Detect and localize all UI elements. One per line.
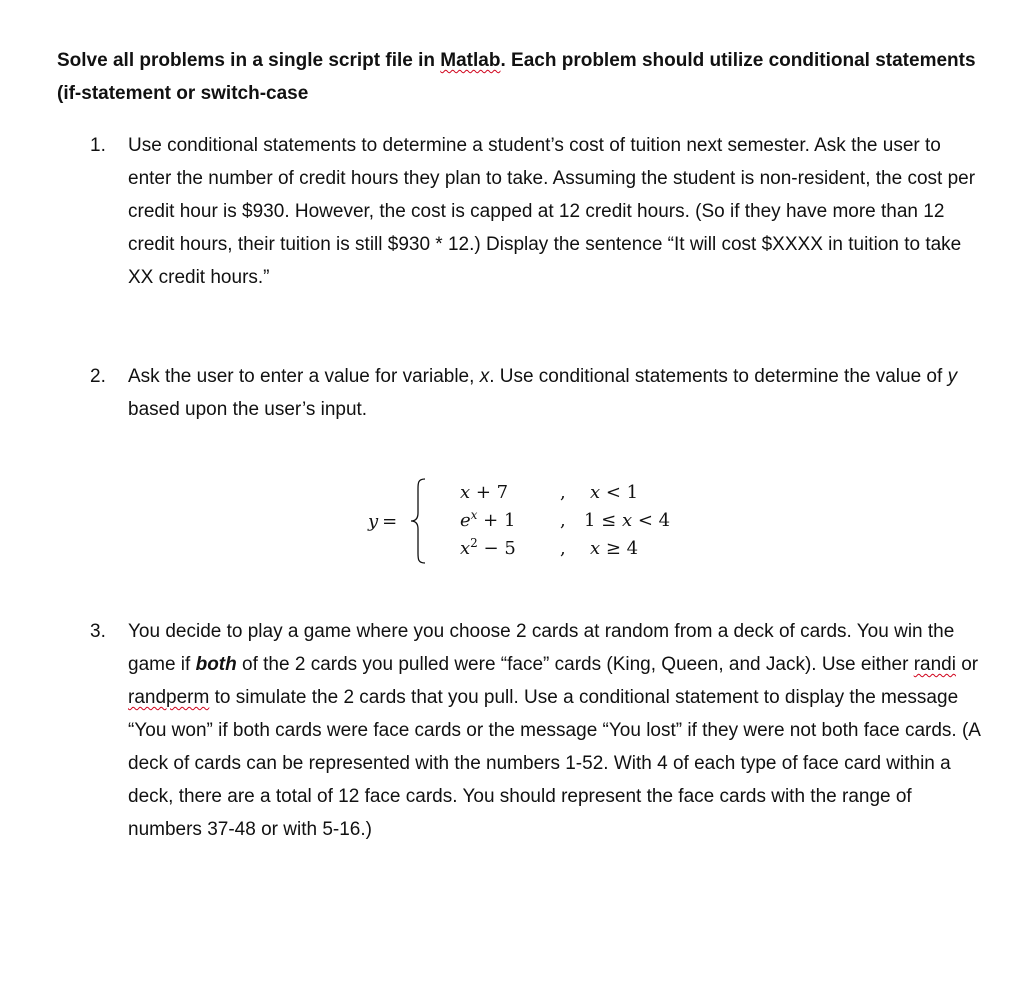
problem-text: Use conditional statements to determine a student’s cost of tuition next semester. Ask the user to enter the number of credit hours they plan to take. Assuming the student is non-resident, the cost per credit hour is $930. However, the cost is capped at 12 credit hours. (So if they have more than 12 credit hours, their tuition is still $930 * 12.) Display the sentence “It will cost $XXXX in tuition to take XX credit hours.” (128, 135, 976, 288)
spellcheck-word-matlab: Matlab (440, 50, 501, 71)
problem-text: Ask the user to enter a value for variable, x. Use conditional statements to determine the value of y based upon the user’s input. (128, 366, 958, 420)
piecewise-equation: y = x + 7 , x < 1 $e^x + 1$ , 1 ≤ x < 4 $x^2 - 5$ , x ≥ 4 (368, 477, 688, 567)
heading-text: Solve all problems in a single script file in (57, 50, 441, 71)
problem-number: 3. (90, 621, 106, 642)
problem-1 (90, 129, 980, 294)
spellcheck-word-randperm: randperm (128, 687, 210, 708)
problem-number: 2. (90, 366, 106, 387)
instructions-heading (57, 44, 977, 110)
spellcheck-word-randi: randi (913, 654, 956, 675)
problem-text: You decide to play a game where you choose 2 cards at random from a deck of cards. You win the game if both of the 2 cards you pulled were “face” cards (King, Queen, and Jack). Use either randi or randperm to simulate the 2 cards that you pull. Use a conditional statement to display the message “You won” if both cards were face cards or the message “You lost” if they were not both face cards. (A deck of cards can be represented with the numbers 1-52. With 4 of each type of face card within a deck, there are a total of 12 face cards. You should represent the face cards with the range of numbers 37-48 or with 5-16.) (128, 621, 980, 840)
emphasis-both: both (195, 654, 237, 675)
problem-3 (90, 615, 980, 846)
equation-lhs: y = (368, 511, 398, 532)
problem-number: 1. (90, 135, 106, 156)
heading-text-continued: . Each problem should utilize conditional statements (if-statement or switch-case (57, 50, 976, 104)
variable-x: x (479, 366, 490, 387)
problem-2 (90, 360, 980, 426)
left-brace-icon (408, 477, 428, 565)
variable-y: y (947, 366, 958, 387)
